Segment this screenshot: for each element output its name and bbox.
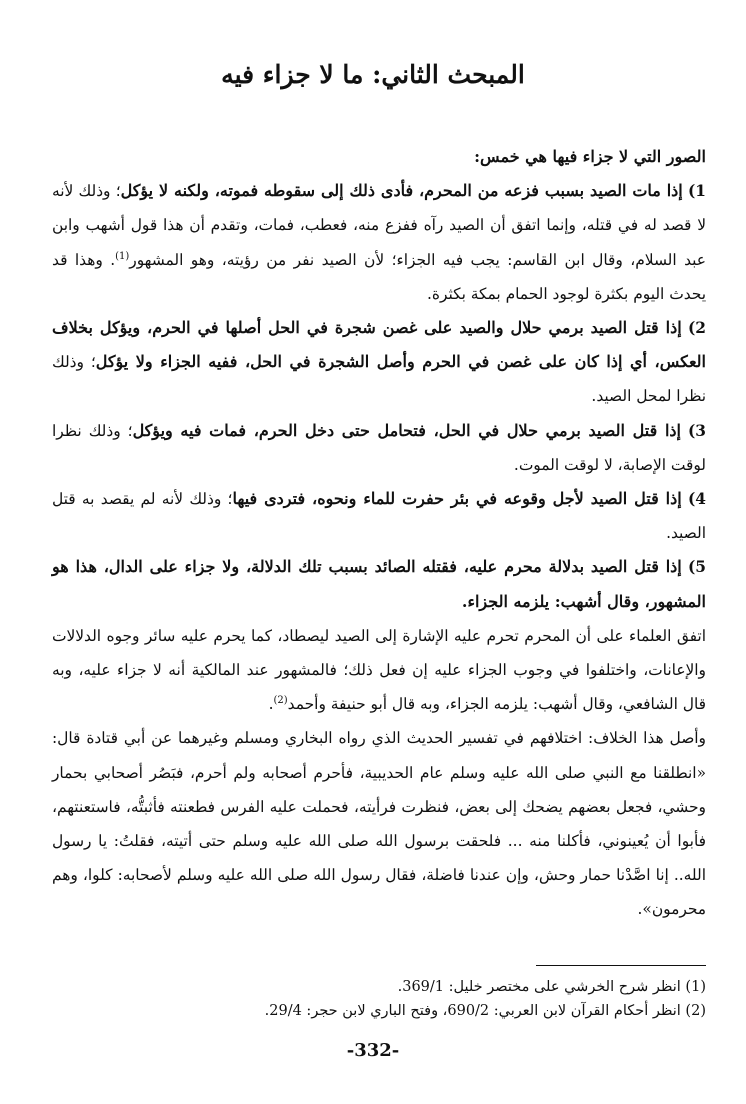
item-text: ؛ وذلك نظرا لمحل الصيد. [52,353,706,406]
item-text-tail: . وهذا قد يحدث اليوم بكثرة لوجود الحمام بمكة بكثرة. [52,250,706,303]
paragraph-text: اتفق العلماء على أن المحرم تحرم عليه الإشارة إلى الصيد ليصطاد، كما يحرم عليه سائر وجوه الدلالات والإعانات، واختلفوا في وجوب الجزاء عليه إن فعل ذلك؛ فالمشهور عند المالكية أنه لا جزاء عليه، وبه قال الشافعي، وقال أشهب: يلزمه الجزاء، وبه قال أبو حنيفة وأحمد [52,626,706,714]
footnote-ref[interactable]: (2) [273,695,288,707]
list-item-4 [52,482,706,550]
page-number: -332- [346,1040,400,1061]
paragraph-scholars-agreement [52,619,706,722]
main-text [52,140,706,927]
footnote-1: (1) انظر شرح الخرشي على مختصر خليل: 369/1. [397,979,706,995]
section-title: المبحث الثاني: ما لا جزاء فيه [221,60,525,89]
list-item-5 [52,550,706,618]
item-number: 4) [687,490,706,509]
paragraph-hadith: وأصل هذا الخلاف: اختلافهم في تفسير الحديث الذي رواه البخاري ومسلم وغيرهما عن أبي قتادة قال: «انطلقنا مع النبي صلى الله عليه وسلم عام الحديبية، فأحرم أصحابه ولم أحرم، فبَصُر أصحابي بحمار وحشي، فجعل بعضهم يضحك إلى بعض، فنظرت فرأيته، فحملت عليه الفرس فطعنته فأثبتُّه، فاستعنتهم، فأبوا أن يُعينوني، فأكلنا منه ... فلحقت برسول الله صلى الله عليه وسلم حتى أتيته، فقلتُ: يا رسول الله.. إنا اصَّدْنا حمار وحش، وإن عندنا فاضلة، فقال رسول الله صلى الله عليه وسلم لأصحابه: كلوا، وهم محرمون». [52,729,706,919]
item-heading: إذا مات الصيد بسبب فزعه من المحرم، فأدى ذلك إلى سقوطه فموته، ولكنه لا يؤكل [120,181,683,201]
list-item-1 [52,174,706,311]
footnote-divider [536,965,706,966]
footnote-ref[interactable]: (1) [115,250,130,262]
item-text: ؛ وذلك لأنه لا قصد له في قتله، وإنما اتفق أن الصيد رآه ففزع منه، فعطب، فمات، وتقدم أن هذا قول أشهب وابن عبد السلام، وقال ابن القاسم: يجب فيه الجزاء؛ لأن الصيد نفر من رؤيته، وهو المشهور [52,182,706,269]
item-text: ؛ وذلك لأنه لم يقصد به قتل الصيد. [52,490,706,543]
footnotes [52,975,706,1023]
item-heading: إذا قتل الصيد برمي حلال في الحل، فتحامل حتى دخل الحرم، فمات فيه ويؤكل [132,420,681,440]
item-text: ؛ وذلك نظرا لوقت الإصابة، لا لوقت الموت. [52,421,706,474]
list-item-3 [52,414,706,482]
item-number: 3) [688,421,707,440]
intro-line: الصور التي لا جزاء فيها هي خمس: [474,147,706,166]
list-item-2 [52,311,706,414]
footnote-2: (2) انظر أحكام القرآن لابن العربي: 690/2، وفتح الباري لابن حجر: 29/4. [264,1003,706,1019]
item-number: 2) [687,319,706,338]
item-number: 5) [687,558,706,577]
item-heading: إذا قتل الصيد لأجل وقوعه في بئر حفرت للماء ونحوه، فتردى فيها [232,489,682,509]
item-heading: إذا قتل الصيد برمي حلال والصيد على غصن شجرة في الحل أصلها في الحرم، ويؤكل بخلاف العكس، أي إذا كان على غصن في الحرم وأصل الشجرة في الحل، ففيه الجزاء ولا يؤكل [52,318,706,372]
paragraph-tail: . [268,695,274,714]
item-number: 1) [688,182,707,201]
item-heading: إذا قتل الصيد بدلالة محرم عليه، فقتله الصائد بسبب تلك الدلالة، ولا جزاء على الدال، هذا هو المشهور، وقال أشهب: يلزمه الجزاء. [52,557,706,611]
